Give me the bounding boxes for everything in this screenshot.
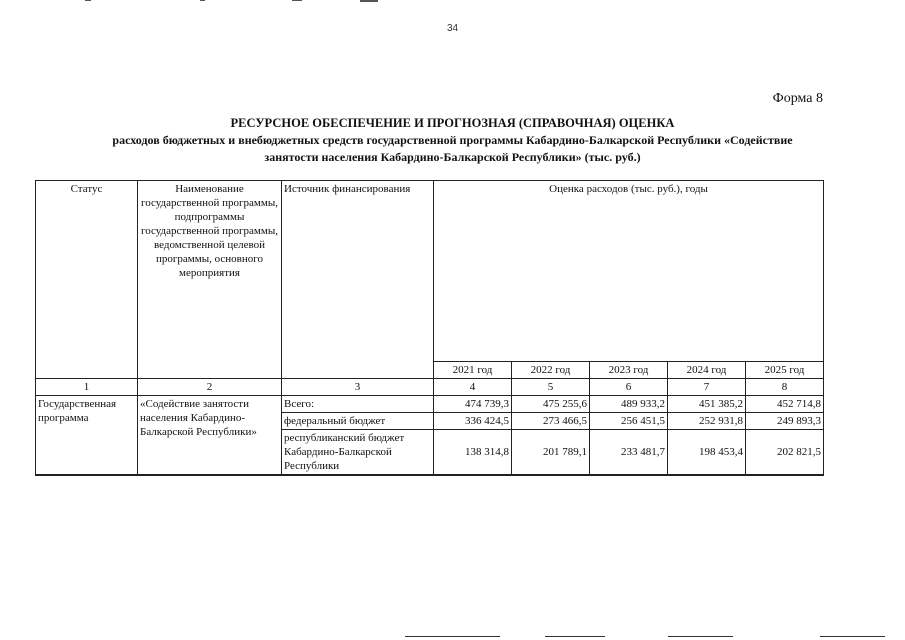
header-status: Статус: [36, 181, 138, 379]
value-cell: 233 481,7: [590, 430, 668, 476]
scan-artifact: [360, 0, 378, 2]
year-header: 2025 год: [746, 362, 824, 379]
scan-artifact: [200, 0, 205, 1]
source-cell: федеральный бюджет: [282, 413, 434, 430]
header-source: Источник финансирования: [282, 181, 434, 379]
table-row: [36, 396, 824, 413]
header-name: Наименование государственной программы, подпрограммы государственной программы, ведомственной целевой программы, основного мероприятия: [138, 181, 282, 379]
document-title: [40, 115, 865, 166]
value-cell: 138 314,8: [434, 430, 512, 476]
header-estimate: Оценка расходов (тыс. руб.), годы: [434, 181, 824, 362]
source-cell: Всего:: [282, 396, 434, 413]
page-number: 34: [446, 23, 459, 34]
form-label: Форма 8: [772, 91, 823, 106]
column-number: 4: [434, 379, 512, 396]
value-cell: 489 933,2: [590, 396, 668, 413]
scan-artifact: [292, 0, 302, 1]
footer-rule: [668, 636, 733, 637]
value-cell: 475 255,6: [512, 396, 590, 413]
footer-rule: [820, 636, 885, 637]
title-line-2: расходов бюджетных и внебюджетных средств государственной программы Кабардино-Балкарской Республики «Содействие: [112, 133, 793, 147]
value-cell: 336 424,5: [434, 413, 512, 430]
program-name: «Содействие занятости населения Кабардино-Балкарской Республики»: [138, 396, 282, 476]
header-row: [36, 181, 824, 362]
column-number: 6: [590, 379, 668, 396]
source-cell: республиканский бюджет Кабардино-Балкарской Республики: [282, 430, 434, 476]
title-line-1: РЕСУРСНОЕ ОБЕСПЕЧЕНИЕ И ПРОГНОЗНАЯ (СПРАВОЧНАЯ) ОЦЕНКА: [230, 116, 675, 130]
value-cell: 201 789,1: [512, 430, 590, 476]
value-cell: 474 739,3: [434, 396, 512, 413]
value-cell: 452 714,8: [746, 396, 824, 413]
year-header: 2021 год: [434, 362, 512, 379]
year-header: 2023 год: [590, 362, 668, 379]
column-number: 1: [36, 379, 138, 396]
value-cell: 252 931,8: [668, 413, 746, 430]
resource-table: [35, 180, 824, 476]
column-number: 2: [138, 379, 282, 396]
footer-rule: [545, 636, 605, 637]
value-cell: 202 821,5: [746, 430, 824, 476]
year-header: 2022 год: [512, 362, 590, 379]
program-status: Государственная программа: [36, 396, 138, 476]
footer-rule: [405, 636, 500, 637]
column-number: 3: [282, 379, 434, 396]
column-number: 8: [746, 379, 824, 396]
value-cell: 249 893,3: [746, 413, 824, 430]
value-cell: 451 385,2: [668, 396, 746, 413]
title-line-3: занятости населения Кабардино-Балкарской Республики» (тыс. руб.): [264, 150, 641, 164]
value-cell: 198 453,4: [668, 430, 746, 476]
value-cell: 273 466,5: [512, 413, 590, 430]
column-number: 7: [668, 379, 746, 396]
column-numbers-row: [36, 379, 824, 396]
scan-artifact: [85, 0, 91, 1]
year-header: 2024 год: [668, 362, 746, 379]
column-number: 5: [512, 379, 590, 396]
value-cell: 256 451,5: [590, 413, 668, 430]
